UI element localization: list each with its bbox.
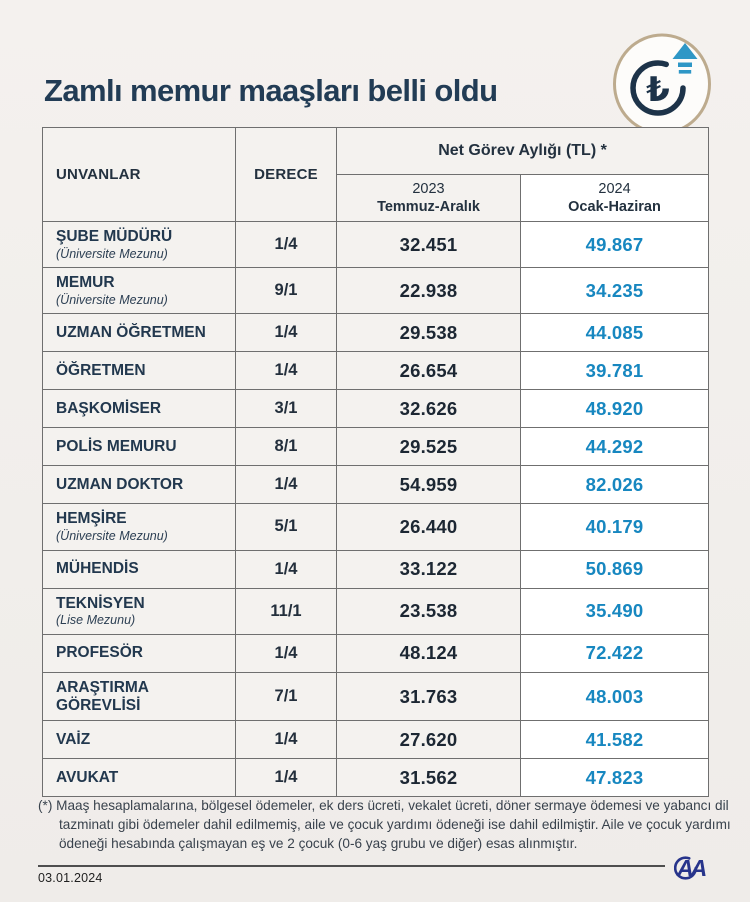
- header-net-gorev: Net Görev Aylığı (TL) *: [337, 128, 709, 175]
- cell-unvan: [43, 588, 236, 634]
- cell-derece: 1/4: [236, 759, 337, 797]
- cell-value-2024: 44.292: [521, 428, 709, 466]
- cell-value-2024: 47.823: [521, 759, 709, 797]
- header-2023-year: 2023: [412, 180, 445, 197]
- cell-value-2023: 26.654: [337, 352, 521, 390]
- salary-table: [42, 127, 708, 797]
- cell-value-2024: 72.422: [521, 634, 709, 672]
- cell-unvan: [43, 268, 236, 314]
- table-row: [43, 588, 709, 634]
- table-row: [43, 466, 709, 504]
- cell-value-2024: 50.869: [521, 550, 709, 588]
- cell-derece: 1/4: [236, 634, 337, 672]
- row-subtitle: (Üniversite Mezunu): [56, 246, 168, 261]
- header-2024: [521, 175, 709, 222]
- cell-derece: 11/1: [236, 588, 337, 634]
- cell-derece: 1/4: [236, 222, 337, 268]
- cell-value-2023: 22.938: [337, 268, 521, 314]
- cell-value-2024: 44.085: [521, 314, 709, 352]
- table-row: [43, 672, 709, 721]
- aa-agency-logo: [674, 847, 706, 887]
- row-title: AVUKAT: [56, 768, 119, 786]
- table-header: [43, 128, 709, 222]
- cell-value-2024: 48.003: [521, 672, 709, 721]
- row-title: BAŞKOMİSER: [56, 399, 162, 417]
- cell-derece: 7/1: [236, 672, 337, 721]
- table-row: [43, 352, 709, 390]
- cell-value-2023: 31.562: [337, 759, 521, 797]
- cell-derece: 9/1: [236, 268, 337, 314]
- cell-value-2024: 49.867: [521, 222, 709, 268]
- cell-value-2024: 35.490: [521, 588, 709, 634]
- header-2024-year: 2024: [598, 180, 631, 197]
- cell-derece: 1/4: [236, 721, 337, 759]
- header-2023: [337, 175, 521, 222]
- footnote: (*) Maaş hesaplamalarına, bölgesel ödemeler, ek ders ücreti, vekalet ücreti, döner sermaye ödemesi ve yabancı dil tazminatı gibi ödemeler dahil edilmemiş, aile ve çocuk yardımı ödeneği ise dahil edilmiştir. Aile ve çocuk yardımı ödeneği hesabında çalışmayan eş ve 2 çocuk (0-6 yaş grubu ve diğer) esas alınmıştır.: [38, 797, 731, 851]
- row-title: UZMAN ÖĞRETMEN: [56, 323, 206, 341]
- cell-unvan: [43, 672, 236, 721]
- row-title: PROFESÖR: [56, 644, 143, 662]
- cell-unvan: [43, 314, 236, 352]
- table-row: [43, 222, 709, 268]
- salary-table-grid: [42, 127, 709, 797]
- cell-value-2023: 29.525: [337, 428, 521, 466]
- aa-logo-text: AA: [677, 855, 705, 881]
- cell-derece: 1/4: [236, 466, 337, 504]
- table-row: [43, 314, 709, 352]
- cell-derece: 1/4: [236, 550, 337, 588]
- cell-value-2024: 48.920: [521, 390, 709, 428]
- cell-value-2023: 32.451: [337, 222, 521, 268]
- cell-value-2024: 41.582: [521, 721, 709, 759]
- table-row: [43, 721, 709, 759]
- cell-unvan: [43, 721, 236, 759]
- cell-derece: 5/1: [236, 504, 337, 550]
- cell-unvan: [43, 428, 236, 466]
- cell-value-2023: 23.538: [337, 588, 521, 634]
- row-title: MÜHENDİS: [56, 560, 139, 578]
- row-subtitle: (Lise Mezunu): [56, 613, 136, 628]
- table-row: [43, 390, 709, 428]
- footer-divider: [38, 865, 665, 867]
- cell-unvan: [43, 352, 236, 390]
- header-2024-period: Ocak-Haziran: [568, 199, 661, 215]
- cell-value-2024: 40.179: [521, 504, 709, 550]
- cell-value-2023: 27.620: [337, 721, 521, 759]
- cell-derece: 1/4: [236, 314, 337, 352]
- footer-date: 03.01.2024: [38, 871, 103, 885]
- row-title: ARAŞTIRMA GÖREVLİSİ: [56, 678, 149, 714]
- cell-value-2023: 33.122: [337, 550, 521, 588]
- lira-increase-icon-svg: [612, 33, 712, 135]
- cell-value-2023: 54.959: [337, 466, 521, 504]
- cell-value-2023: 29.538: [337, 314, 521, 352]
- row-title: ÖĞRETMEN: [56, 361, 146, 379]
- cell-value-2023: 31.763: [337, 672, 521, 721]
- table-row: [43, 759, 709, 797]
- table-body: [43, 222, 709, 797]
- header-unvanlar: UNVANLAR: [43, 128, 236, 222]
- row-subtitle: (Üniversite Mezunu): [56, 293, 168, 307]
- lira-increase-icon: [612, 33, 712, 135]
- row-subtitle: (Üniversite Mezunu): [56, 529, 168, 544]
- cell-value-2023: 32.626: [337, 390, 521, 428]
- row-title: POLİS MEMURU: [56, 437, 177, 455]
- table-row: [43, 634, 709, 672]
- cell-value-2024: 39.781: [521, 352, 709, 390]
- cell-unvan: [43, 222, 236, 268]
- cell-value-2024: 82.026: [521, 466, 709, 504]
- row-title: TEKNİSYEN: [56, 594, 145, 612]
- cell-value-2023: 48.124: [337, 634, 521, 672]
- row-title: VAİZ: [56, 730, 91, 748]
- header-derece: DERECE: [236, 128, 337, 222]
- cell-unvan: [43, 550, 236, 588]
- row-title: HEMŞİRE: [56, 510, 127, 528]
- page-title: Zamlı memur maaşları belli oldu: [44, 72, 498, 108]
- table-row: [43, 504, 709, 550]
- cell-unvan: [43, 504, 236, 550]
- table-row: [43, 428, 709, 466]
- cell-unvan: [43, 390, 236, 428]
- table-row: [43, 550, 709, 588]
- header-2023-period: Temmuz-Aralık: [377, 199, 480, 215]
- cell-unvan: [43, 759, 236, 797]
- lira-symbol: ₺: [646, 70, 670, 110]
- cell-unvan: [43, 634, 236, 672]
- cell-derece: 3/1: [236, 390, 337, 428]
- cell-value-2024: 34.235: [521, 268, 709, 314]
- row-title: MEMUR: [56, 274, 115, 292]
- row-title: ŞUBE MÜDÜRÜ: [56, 228, 173, 245]
- cell-derece: 1/4: [236, 352, 337, 390]
- cell-unvan: [43, 466, 236, 504]
- cell-derece: 8/1: [236, 428, 337, 466]
- cell-value-2023: 26.440: [337, 504, 521, 550]
- row-title: UZMAN DOKTOR: [56, 475, 184, 493]
- table-row: [43, 268, 709, 314]
